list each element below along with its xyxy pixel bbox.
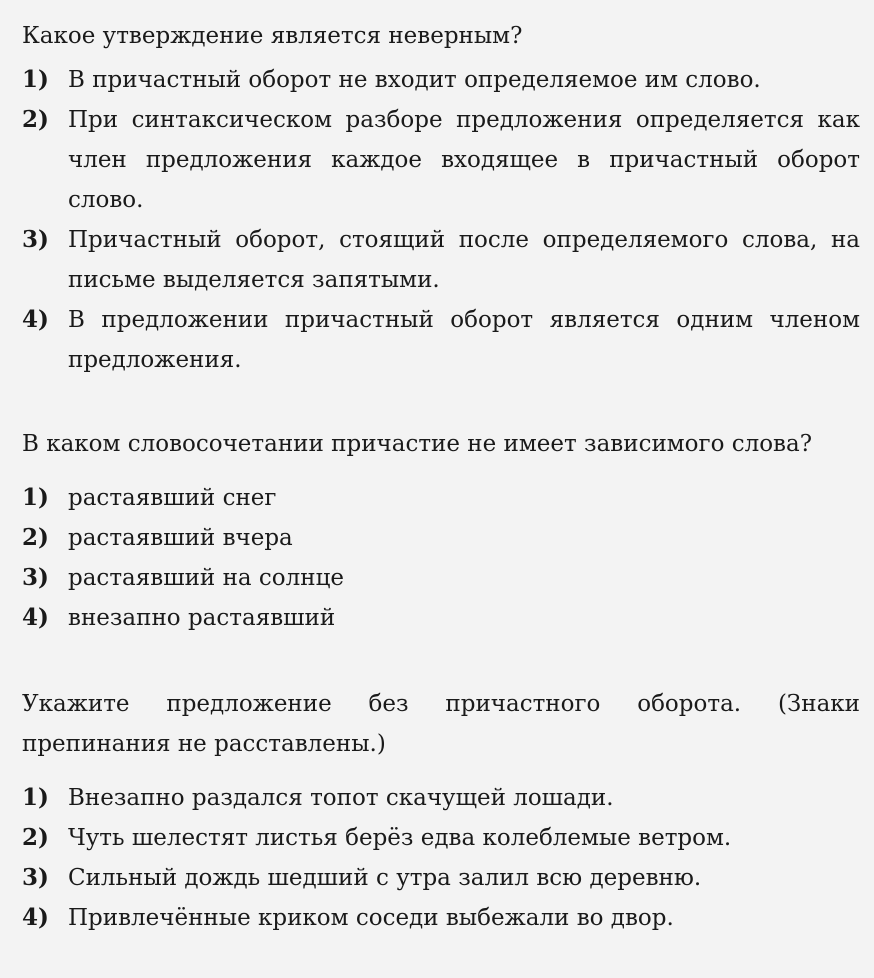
option-number: 3): [22, 864, 49, 891]
option-text: Причастный оборот, стоящий после определяемого слова, на письме выделяется запятыми.: [68, 227, 860, 293]
question-text: Укажите предложение без причастного оборота. (Знаки препинания не расставлены.): [22, 691, 860, 757]
answer-option: [22, 778, 860, 818]
option-text: Внезапно раздался топот скачущей лошади.: [68, 785, 614, 811]
answer-option: [22, 598, 860, 638]
option-number: 1): [22, 484, 49, 511]
answer-option: [22, 818, 860, 858]
question-text: Какое утверждение является неверным?: [22, 23, 523, 49]
answer-option: [22, 220, 860, 300]
option-text: Сильный дождь шедший с утра залил всю деревню.: [68, 865, 702, 891]
answer-option: [22, 478, 860, 518]
option-text: внезапно растаявший: [68, 605, 336, 631]
answer-options: [22, 778, 860, 938]
option-number: 3): [22, 564, 49, 591]
option-number: 4): [22, 904, 49, 931]
question-block-1: [22, 16, 860, 380]
option-text: растаявший снег: [68, 485, 277, 511]
option-text: растаявший вчера: [68, 525, 293, 551]
question-text: В каком словосочетании причастие не имеет зависимого слова?: [22, 431, 813, 457]
answer-option: [22, 300, 860, 380]
option-number: 4): [22, 604, 49, 631]
answer-option: [22, 558, 860, 598]
option-number: 2): [22, 524, 49, 551]
option-text: Привлечённые криком соседи выбежали во двор.: [68, 905, 674, 931]
answer-options: [22, 60, 860, 380]
question-block-3: [22, 684, 860, 938]
option-text: растаявший на солнце: [68, 565, 344, 591]
option-text: В причастный оборот не входит определяемое им слово.: [68, 67, 761, 93]
option-number: 2): [22, 106, 49, 133]
answer-option: [22, 518, 860, 558]
option-text: При синтаксическом разборе предложения определяется как член предложения каждое входящее в причастный оборот слово.: [68, 107, 860, 213]
question-block-2: [22, 424, 860, 638]
option-number: 3): [22, 226, 49, 253]
answer-option: [22, 858, 860, 898]
option-number: 2): [22, 824, 49, 851]
answer-option: [22, 100, 860, 220]
option-text: Чуть шелестят листья берёз едва колеблемые ветром.: [68, 825, 732, 851]
answer-options: [22, 478, 860, 638]
option-number: 4): [22, 306, 49, 333]
option-number: 1): [22, 66, 49, 93]
option-number: 1): [22, 784, 49, 811]
answer-option: [22, 60, 860, 100]
answer-option: [22, 898, 860, 938]
option-text: В предложении причастный оборот является одним членом предложения.: [68, 307, 860, 373]
